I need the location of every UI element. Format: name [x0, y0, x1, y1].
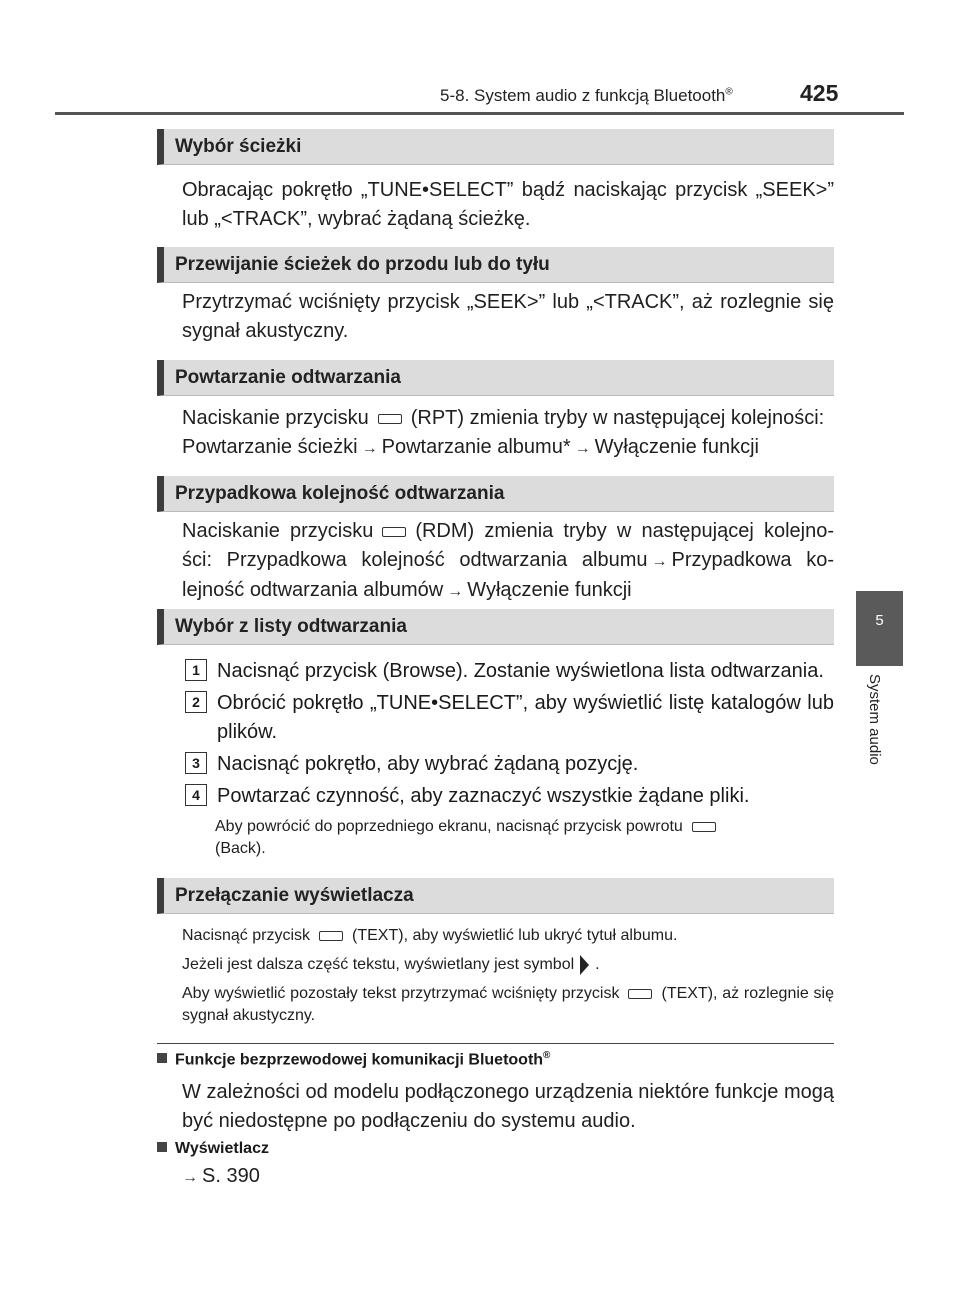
display-text-line: Jeżeli jest dalsza część tekstu, wyświetlany jest symbol .	[182, 956, 600, 973]
section-heading-track-select: Wybór ścieżki	[157, 129, 834, 165]
chapter-number: 5	[875, 612, 884, 629]
section-heading-repeat: Powtarzanie odtwarzania	[157, 360, 834, 396]
arrow-right-icon: →	[651, 553, 668, 570]
back-button-icon	[692, 822, 716, 832]
header-rule	[55, 112, 904, 115]
notes-divider	[157, 1043, 834, 1044]
note-heading-bluetooth: Funkcje bezprzewodowej komunikacji Bluetooth®	[157, 1050, 550, 1069]
note-text-bluetooth: W zależności od modelu podłączonego urządzenia niektóre funkcje mogą być niedostępne po podłączeniu do systemu audio.	[182, 1081, 834, 1132]
arrow-right-icon: →	[574, 440, 591, 457]
note-heading-display: Wyświetlacz	[157, 1140, 269, 1158]
section-title: 5-8. System audio z funkcją Bluetooth®	[440, 86, 733, 105]
step-number: 2	[185, 691, 207, 713]
text-button-icon	[628, 989, 652, 999]
note-text-display[interactable]: → S. 390	[182, 1165, 260, 1187]
chapter-label: System audio	[866, 674, 883, 765]
section-text-track-select: Obracając pokrętło „TUNE•SELECT” bądź naciskając przycisk „SEEK>” lub „<TRACK”, wybrać żądaną ścieżkę.	[182, 179, 834, 230]
display-text-line: Aby wyświetlić pozostały tekst przytrzymać wciśnięty przycisk (TEXT), aż rozlegnie się sygnał akustyczny.	[182, 985, 835, 1024]
arrow-right-icon: →	[447, 583, 464, 600]
page-number: 425	[800, 80, 839, 106]
text-button-icon	[319, 931, 343, 941]
rpt-button-icon	[378, 414, 402, 424]
section-heading-fast-forward: Przewijanie ścieżek do przodu lub do tyłu	[157, 247, 834, 283]
section-heading-random: Przypadkowa kolejność odtwarzania	[157, 476, 834, 512]
square-bullet-icon	[157, 1142, 167, 1152]
step-number: 3	[185, 752, 207, 774]
section-text-random: Naciskanie przycisku (RDM) zmienia tryby w następującej kolejno-ści: Przypadkowa kolejność odtwarzania albumu → Przypadkowa ko-lejność odtwarzania albumów → Wyłączenie funkcji	[182, 520, 834, 601]
section-heading-display: Przełączanie wyświetlacza	[157, 878, 834, 914]
step-number: 1	[185, 659, 207, 681]
display-text-line: Nacisnąć przycisk (TEXT), aby wyświetlić lub ukryć tytuł albumu.	[182, 927, 678, 944]
arrow-right-icon: →	[361, 440, 378, 457]
back-note: Aby powrócić do poprzedniego ekranu, nacisnąć przycisk powrotu (Back).	[215, 816, 834, 860]
square-bullet-icon	[157, 1053, 167, 1063]
section-text-repeat: Naciskanie przycisku (RPT) zmienia tryby w następującej kolejności: Powtarzanie ścieżki → Powtarzanie albumu* → Wyłączenie funkcji	[182, 407, 825, 458]
arrow-right-icon: →	[182, 1169, 198, 1186]
step-number: 4	[185, 784, 207, 806]
triangle-right-icon	[580, 955, 589, 975]
rdm-button-icon	[382, 527, 406, 537]
section-text-fast-forward: Przytrzymać wciśnięty przycisk „SEEK>” lub „<TRACK”, aż rozlegnie się sygnał akustyczny.	[182, 291, 834, 342]
section-heading-playlist: Wybór z listy odtwarzania	[157, 609, 834, 645]
